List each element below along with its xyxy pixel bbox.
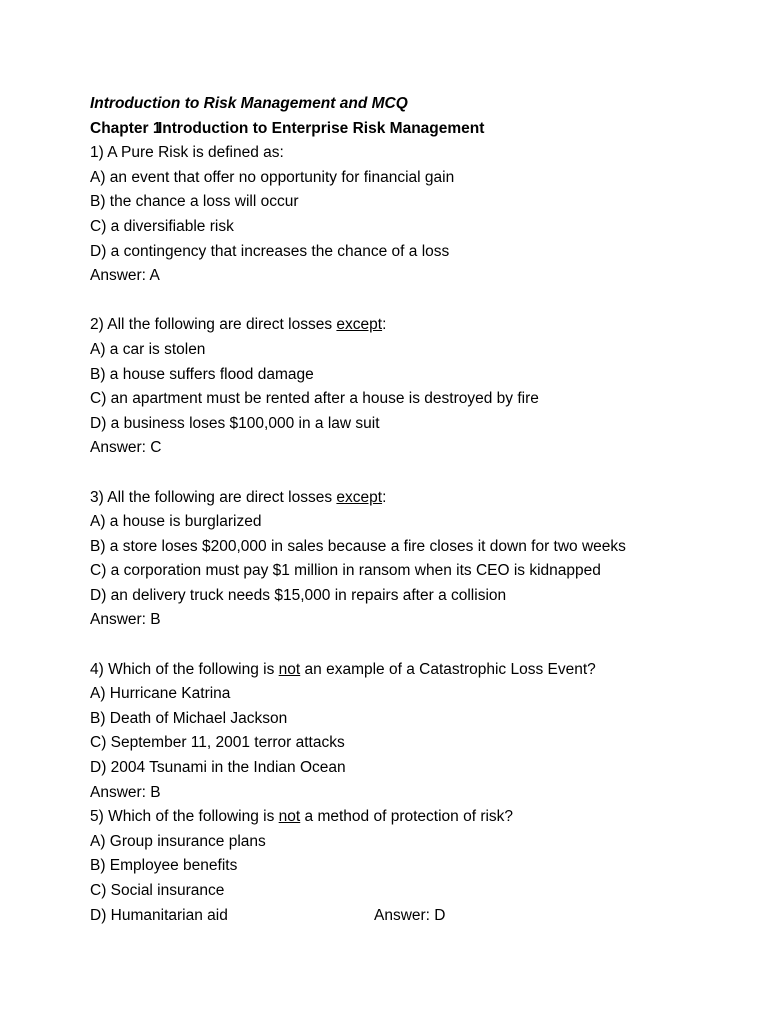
answer: Answer: A bbox=[90, 267, 160, 285]
option-b: B) Death of Michael Jackson bbox=[90, 709, 288, 727]
prompt-text: 3) All the following are direct losses bbox=[90, 488, 337, 506]
option-d: D) an delivery truck needs $15,000 in repairs after a collision bbox=[90, 586, 507, 604]
prompt-text: 5) Which of the following is bbox=[90, 808, 279, 826]
spacer bbox=[90, 461, 730, 486]
option-a: A) Group insurance plans bbox=[90, 832, 266, 850]
option-c: C) September 11, 2001 terror attacks bbox=[90, 734, 345, 752]
prompt-text-end: : bbox=[382, 488, 387, 506]
question-prompt bbox=[90, 805, 730, 830]
prompt-text: 2) All the following are direct losses bbox=[90, 316, 337, 334]
answer: Answer: C bbox=[90, 439, 162, 457]
prompt-emphasis: not bbox=[278, 660, 301, 678]
prompt-emphasis: not bbox=[278, 808, 301, 826]
answer: Answer: B bbox=[90, 611, 161, 629]
question-prompt bbox=[90, 486, 730, 511]
option-b: B) the chance a loss will occur bbox=[90, 193, 299, 211]
spacer bbox=[90, 289, 730, 314]
document-page bbox=[90, 92, 730, 928]
prompt-text-end: : bbox=[382, 316, 387, 334]
option-d: D) a contingency that increases the chance of a loss bbox=[90, 242, 450, 260]
option-a: A) a house is burglarized bbox=[90, 513, 262, 531]
prompt-text-end: an example of a Catastrophic Loss Event? bbox=[300, 660, 596, 678]
question-2 bbox=[90, 313, 730, 461]
prompt-emphasis: except bbox=[336, 488, 383, 506]
question-prompt: 1) A Pure Risk is defined as: bbox=[90, 144, 284, 162]
answer: Answer: B bbox=[90, 783, 161, 801]
option-b: B) Employee benefits bbox=[90, 857, 238, 875]
spacer bbox=[90, 633, 730, 658]
document-title: Introduction to Risk Management and MCQ bbox=[90, 95, 408, 112]
answer: Answer: D bbox=[374, 906, 446, 924]
question-4 bbox=[90, 658, 730, 806]
question-1 bbox=[90, 141, 730, 289]
question-prompt bbox=[90, 313, 730, 338]
option-d: D) a business loses $100,000 in a law suit bbox=[90, 414, 380, 432]
option-c: C) an apartment must be rented after a house is destroyed by fire bbox=[90, 390, 539, 408]
option-c: C) a corporation must pay $1 million in ransom when its CEO is kidnapped bbox=[90, 562, 601, 580]
option-d-row bbox=[90, 904, 730, 929]
prompt-text: 4) Which of the following is bbox=[90, 660, 279, 678]
option-a: A) an event that offer no opportunity for financial gain bbox=[90, 168, 455, 186]
question-3 bbox=[90, 486, 730, 634]
question-5 bbox=[90, 805, 730, 928]
option-c: C) Social insurance bbox=[90, 882, 225, 899]
question-prompt bbox=[90, 658, 730, 683]
option-b: B) a house suffers flood damage bbox=[90, 365, 314, 383]
option-b: B) a store loses $200,000 in sales because a fire closes it down for two weeks bbox=[90, 537, 626, 555]
chapter-title: Introduction to Enterprise Risk Management bbox=[158, 119, 485, 137]
option-a: A) a car is stolen bbox=[90, 340, 206, 358]
chapter-number: Chapter 1 bbox=[90, 119, 162, 137]
option-c: C) a diversifiable risk bbox=[90, 217, 234, 235]
prompt-emphasis: except bbox=[336, 316, 383, 334]
chapter-heading bbox=[90, 117, 730, 142]
option-d: D) Humanitarian aid bbox=[90, 906, 228, 924]
prompt-text-end: a method of protection of risk? bbox=[300, 808, 514, 826]
option-a: A) Hurricane Katrina bbox=[90, 685, 231, 703]
option-d: D) 2004 Tsunami in the Indian Ocean bbox=[90, 759, 346, 777]
